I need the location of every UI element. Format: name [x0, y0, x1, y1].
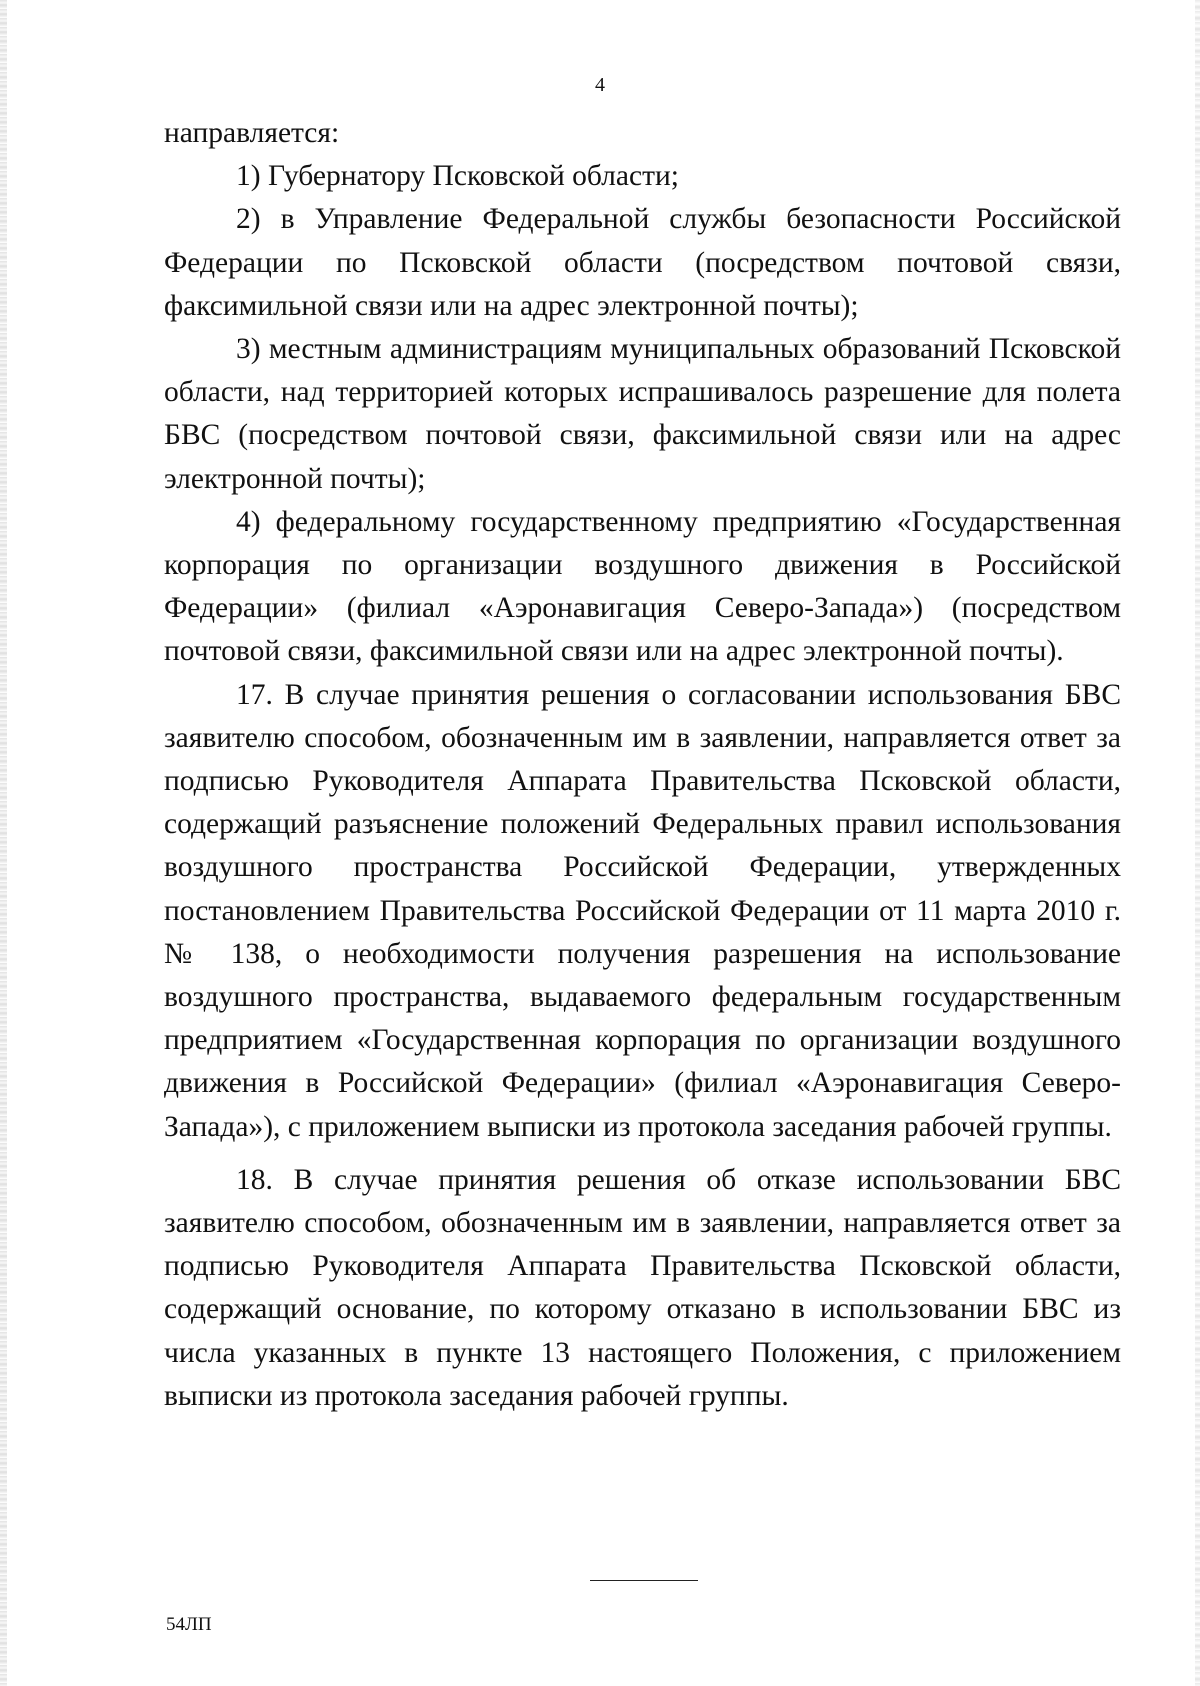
list-item-fsb: 2) в Управление Федеральной службы безопасности Российской Федерации по Псковской области (посредством почтовой связи, факсимильной связи или на адрес электронной почты); [164, 203, 1121, 322]
list-item-local-administrations: 3) местным администрациям муниципальных образований Псковской области, над территорией которых испрашивалось разрешение для полета БВС (посредством почтовой связи, факсимильной связи или на адрес электронной почты); [164, 333, 1121, 495]
clause-18: 18. В случае принятия решения об отказе использовании БВС заявителю способом, обозначенным им в заявлении, направляется ответ за подписью Руководителя Аппарата Правительства Псковской области, содержащий основание, по которому отказано в использовании БВС из числа указанных в пункте 13 настоящего Положения, с приложением выписки из протокола заседания рабочей группы. [164, 1163, 1121, 1412]
scan-edge-left [0, 0, 7, 1686]
clause-17: 17. В случае принятия решения о согласовании использования БВС заявителю способом, обозначенным им в заявлении, направляется ответ за подписью Руководителя Аппарата Правительства Псковской области, содержащий разъяснение положений Федеральных правил использования воздушного пространства Российской Федерации, утвержденных постановлением Правительства Российской Федерации от 11 марта 2010 г. № 138, о необходимости получения разрешения на использование воздушного пространства, выдаваемого федеральным государственным предприятием «Государственная корпорация по организации воздушного движения в Российской Федерации» (филиал «Аэронавигация Северо-Запада»), с приложением выписки из протокола заседания рабочей группы. [164, 678, 1121, 1143]
list-item-governor: 1) Губернатору Псковской области; [236, 160, 679, 193]
page-number: 4 [595, 74, 605, 96]
document-body [164, 112, 1121, 1418]
footer-code: 54ЛП [166, 1614, 212, 1635]
scan-edge-right [1195, 0, 1200, 1686]
end-separator-line [590, 1580, 698, 1581]
list-item-atm-corporation: 4) федеральному государственному предприятию «Государственная корпорация по организации воздушного движения в Российской Федерации» (филиал «Аэронавигация Северо-Запада») (посредством почтовой связи, факсимильной связи или на адрес электронной почты). [164, 505, 1121, 668]
paragraph-continuation: направляется: [164, 117, 340, 149]
